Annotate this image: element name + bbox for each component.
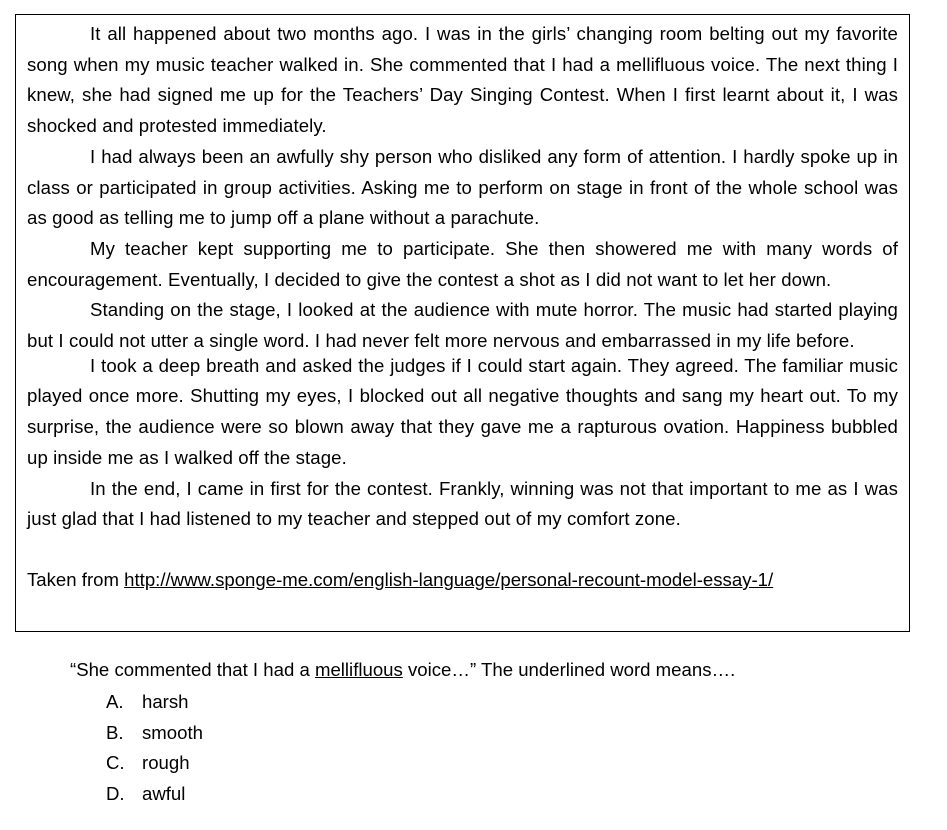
option-text: awful <box>142 783 186 805</box>
passage-paragraph-3: My teacher kept supporting me to participate. She then showered me with many words of encouragement. Eventually, I decided to give the contest a shot as I did not want to let her down. <box>27 237 898 290</box>
option-b[interactable] <box>106 718 203 749</box>
passage-box <box>15 14 910 632</box>
source-link[interactable]: http://www.sponge-me.com/english-language/personal-recount-model-essay-1/ <box>124 568 774 590</box>
question-prefix: “She commented that I had a <box>70 659 315 680</box>
passage-paragraph-6: In the end, I came in first for the contest. Frankly, winning was not that important to me as I was just glad that I had listened to my teacher and stepped out of my comfort zone. <box>27 477 898 530</box>
option-text: smooth <box>142 721 203 743</box>
option-letter: C. <box>106 752 125 774</box>
option-letter: D. <box>106 783 125 805</box>
question-suffix: voice…” The underlined word means…. <box>402 659 736 680</box>
option-a[interactable] <box>106 687 203 718</box>
underlined-word: mellifluous <box>314 659 403 680</box>
option-letter: B. <box>106 721 124 743</box>
answer-options <box>106 687 203 810</box>
passage-paragraph-5: I took a deep breath and asked the judges if I could start again. They agreed. The familiar music played once more. Shutting my eyes, I blocked out all negative thoughts and sang my heart out. To my surprise, the audience were so blown away that they gave me a rapturous ovation. Happiness bubbled up inside me as I walked off the stage. <box>27 354 898 468</box>
option-c[interactable] <box>106 748 203 779</box>
option-text: rough <box>142 752 190 774</box>
passage-paragraph-4: Standing on the stage, I looked at the audience with mute horror. The music had started playing but I could not utter a single word. I had never felt more nervous and embarrassed in my life before. <box>27 299 898 352</box>
passage-paragraph-2: I had always been an awfully shy person who disliked any form of attention. I hardly spoke up in class or participated in group activities. Asking me to perform on stage in front of the whole school was as good as telling me to jump off a plane without a parachute. <box>27 145 898 229</box>
option-letter: A. <box>106 691 124 712</box>
passage-paragraph-1: It all happened about two months ago. I was in the girls’ changing room belting out my favorite song when my music teacher walked in. She commented that I had a mellifluous voice. The next thing I knew, she had signed me up for the Teachers’ Day Singing Contest. When I first learnt about it, I was shocked and protested immediately. <box>27 23 898 137</box>
option-text: harsh <box>142 691 189 712</box>
source-label: Taken from <box>27 568 125 590</box>
source-citation <box>27 565 898 595</box>
question-stem <box>70 655 735 685</box>
option-d[interactable] <box>106 779 203 810</box>
